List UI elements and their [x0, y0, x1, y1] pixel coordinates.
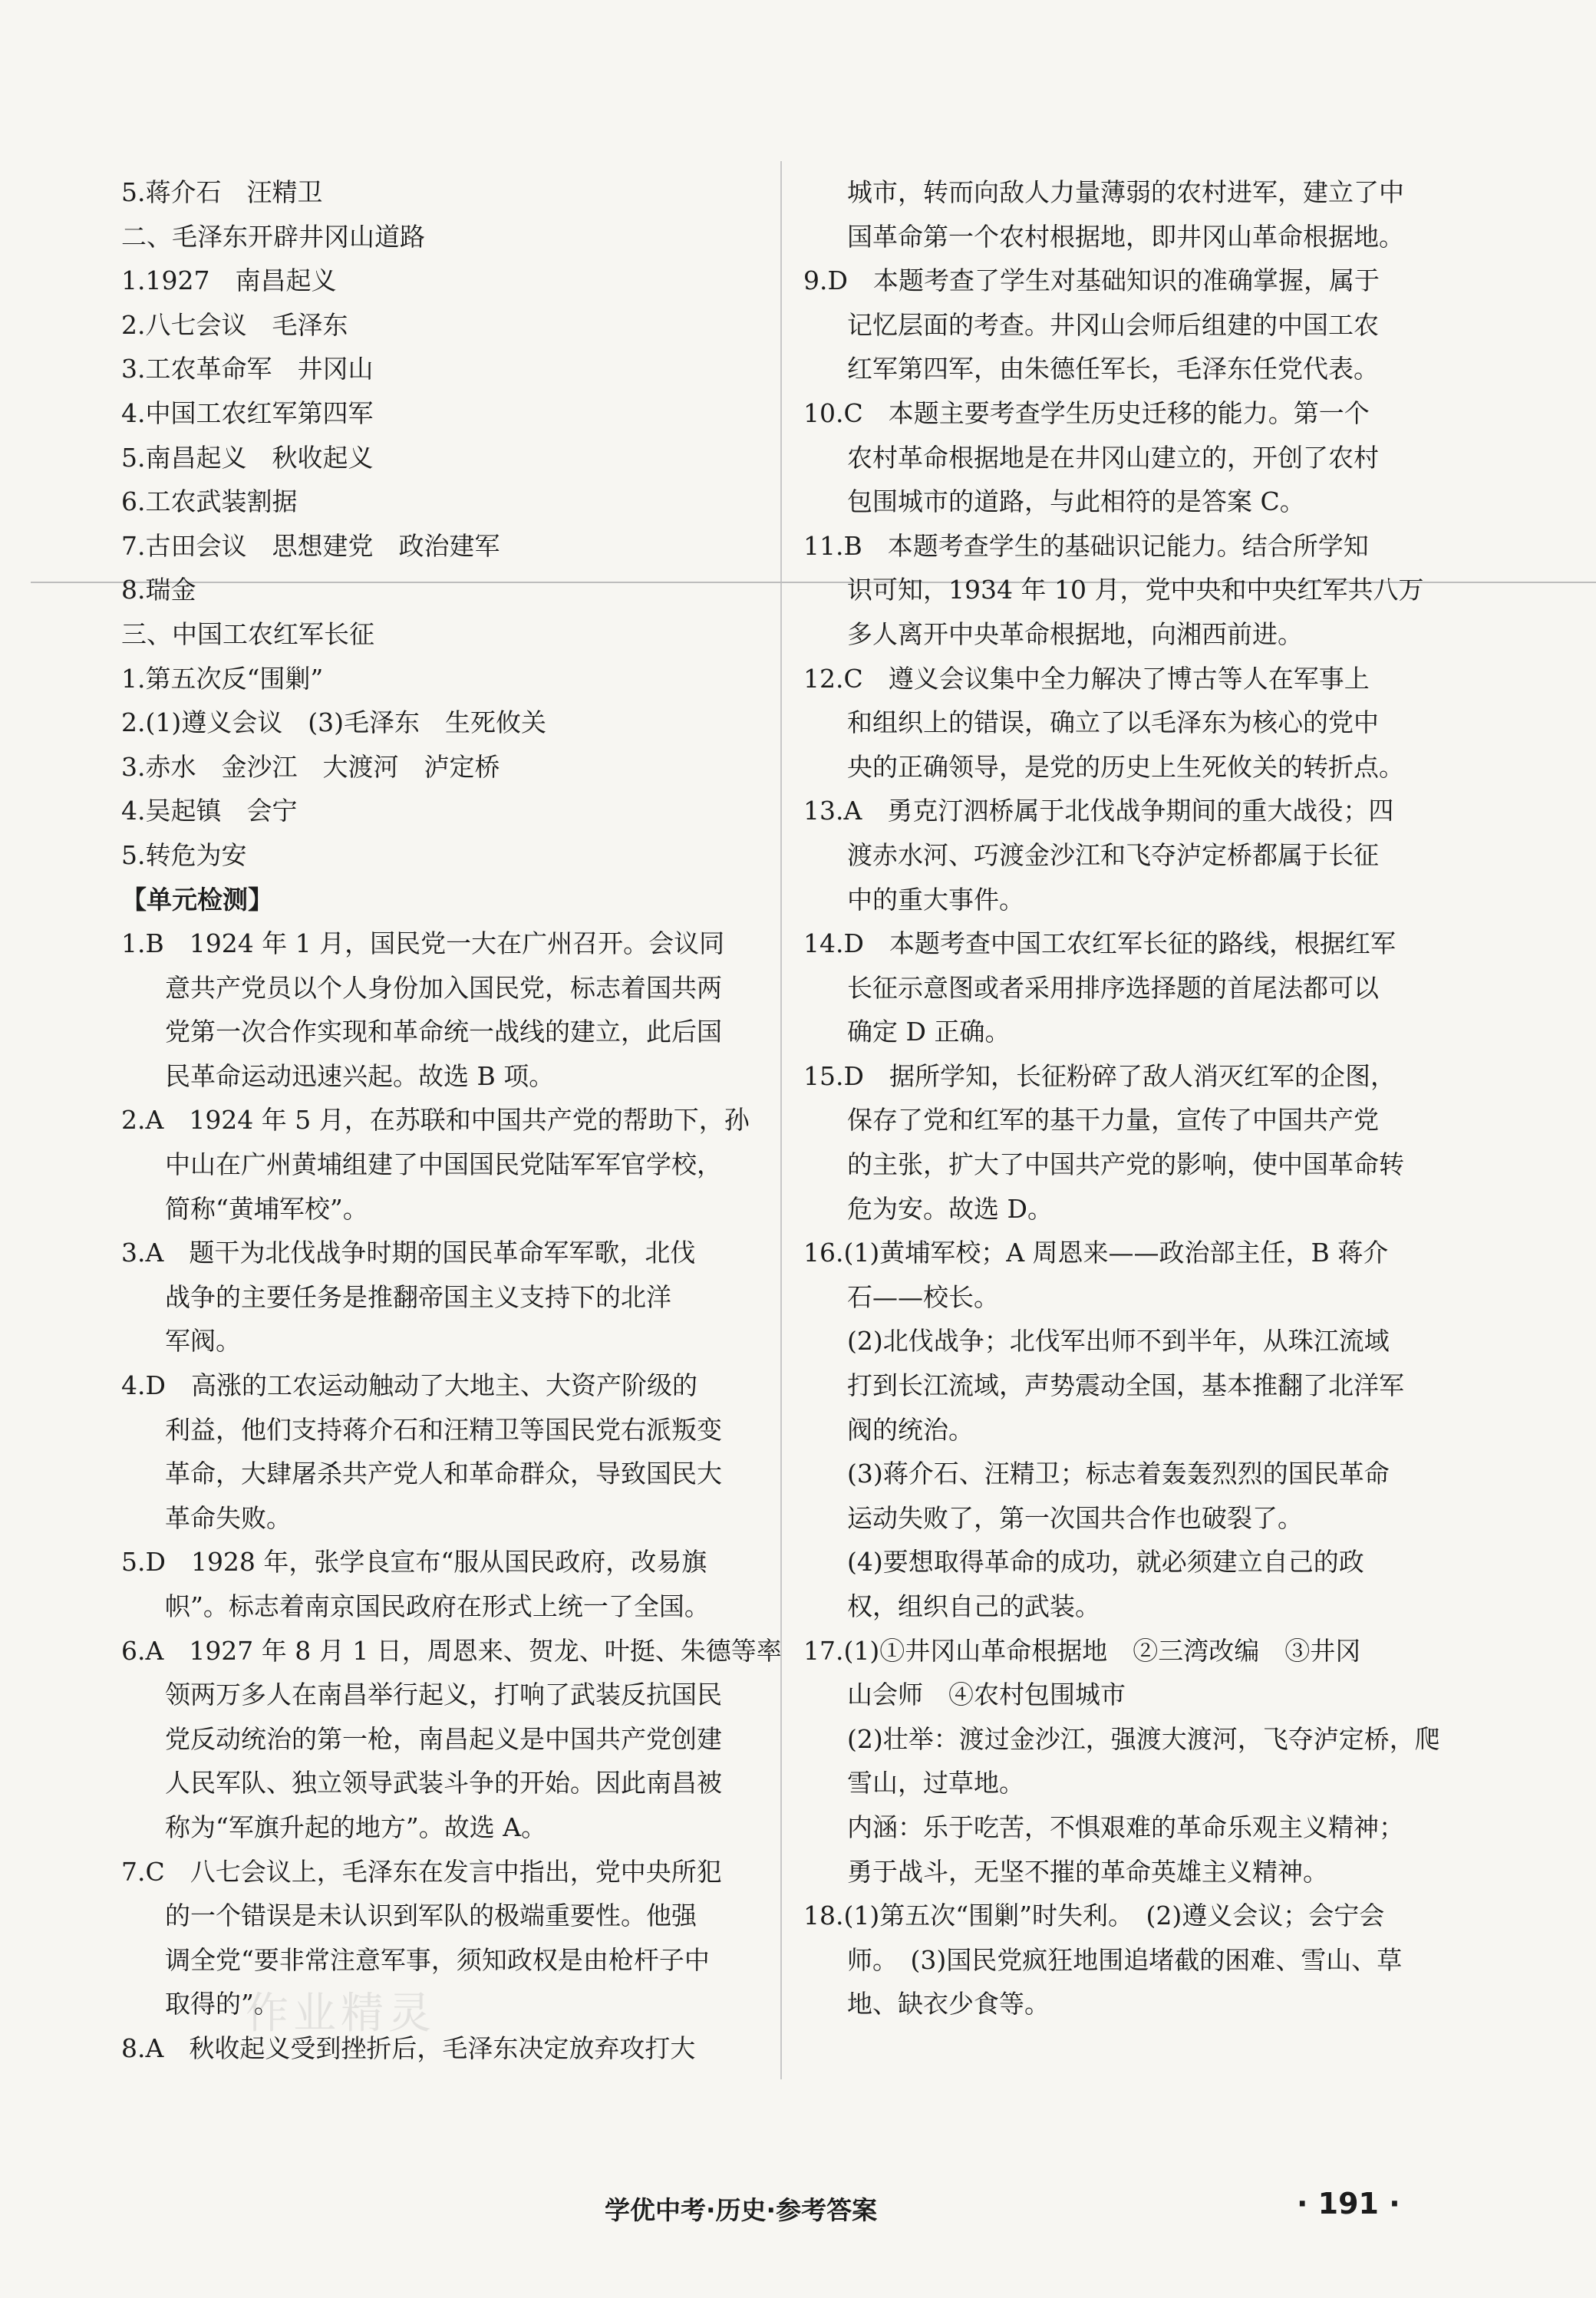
- left-text-line: 8.瑞金: [121, 575, 196, 605]
- left-text-line: 2.八七会议 毛泽东: [121, 309, 348, 340]
- right-text-line: 10.C 本题主要考查学生历史迁移的能力。第一个: [803, 397, 1370, 428]
- right-text-line: 运动失败了，第一次国共合作也破裂了。: [847, 1502, 1303, 1533]
- right-text-line: 记忆层面的考查。井冈山会师后组建的中国工农: [847, 309, 1379, 340]
- right-text-line: 中的重大事件。: [847, 884, 1024, 915]
- right-text-line: 阀的统治。: [847, 1414, 974, 1445]
- left-text-line: 党反动统治的第一枪，南昌起义是中国共产党创建: [165, 1723, 722, 1754]
- left-text-line: 帜”。标志着南京国民政府在形式上统一了全国。: [165, 1591, 710, 1621]
- left-text-line: 简称“黄埔军校”。: [165, 1193, 368, 1224]
- left-text-line: 【单元检测】: [121, 884, 273, 915]
- right-text-line: 勇于战斗，无坚不摧的革命英雄主义精神。: [847, 1856, 1328, 1887]
- left-text-line: 民革命运动迅速兴起。故选 B 项。: [165, 1060, 555, 1091]
- right-text-line: 红军第四军，由朱德任军长，毛泽东任党代表。: [847, 354, 1379, 384]
- right-text-line: 确定 D 正确。: [847, 1017, 1011, 1047]
- right-text-line: 17.(1)①井冈山革命根据地 ②三湾改编 ③井冈: [803, 1635, 1361, 1666]
- left-text-line: 1.B 1924 年 1 月，国民党一大在广州召开。会议同: [121, 928, 725, 959]
- left-text-line: 称为“军旗升起的地方”。故选 A。: [165, 1812, 547, 1842]
- right-text-line: 城市，转而向敌人力量薄弱的农村进军，建立了中: [847, 177, 1404, 207]
- left-text-line: 3.工农革命军 井冈山: [121, 354, 374, 384]
- left-text-line: 三、中国工农红军长征: [121, 618, 374, 649]
- left-text-line: 革命失败。: [165, 1502, 292, 1533]
- right-text-line: 师。 (3)国民党疯狂地围追堵截的困难、雪山、草: [847, 1944, 1403, 1975]
- right-text-line: 12.C 遵义会议集中全力解决了博古等人在军事上: [803, 663, 1370, 694]
- left-text-line: 5.转危为安: [121, 839, 247, 870]
- right-text-line: 15.D 据所学知，长征粉碎了敌人消灭红军的企图，: [803, 1060, 1396, 1091]
- left-text-line: 8.A 秋收起义受到挫折后，毛泽东决定放弃攻打大: [121, 2033, 696, 2063]
- right-text-line: (2)北伐战争；北伐军出师不到半年，从珠江流域: [847, 1326, 1390, 1357]
- left-text-line: 1.第五次反“围剿”: [121, 663, 324, 694]
- right-text-line: 打到长江流域，声势震动全国，基本推翻了北洋军: [847, 1370, 1404, 1401]
- left-text-line: 利益，他们支持蒋介石和汪精卫等国民党右派叛变: [165, 1414, 722, 1445]
- right-column: [803, 170, 1440, 2026]
- right-text-line: 雪山，过草地。: [847, 1768, 1024, 1799]
- right-text-line: (2)壮举：渡过金沙江，强渡大渡河，飞夺泸定桥，爬: [847, 1723, 1440, 1754]
- right-text-line: 9.D 本题考查了学生对基础知识的准确掌握，属于: [803, 265, 1380, 296]
- left-text-line: 革命，大肆屠杀共产党人和革命群众，导致国民大: [165, 1459, 722, 1489]
- left-text-line: 4.吴起镇 会宁: [121, 796, 298, 826]
- right-text-line: 多人离开中央革命根据地，向湘西前进。: [847, 618, 1303, 649]
- left-text-line: 2.(1)遵义会议 (3)毛泽东 生死攸关: [121, 707, 546, 738]
- right-text-line: 危为安。故选 D。: [847, 1193, 1053, 1224]
- right-text-line: 16.(1)黄埔军校；A 周恩来——政治部主任，B 蒋介: [803, 1238, 1389, 1268]
- right-text-line: 权，组织自己的武装。: [847, 1591, 1100, 1621]
- right-text-line: 国革命第一个农村根据地，即井冈山革命根据地。: [847, 221, 1404, 252]
- left-text-line: 4.中国工农红军第四军: [121, 397, 374, 428]
- right-text-line: 保存了党和红军的基干力量，宣传了中国共产党: [847, 1105, 1379, 1136]
- right-text-line: 地、缺衣少食等。: [847, 1989, 1050, 2019]
- left-text-line: 取得的”。: [165, 1989, 279, 2019]
- right-text-line: 13.A 勇克汀泗桥属于北伐战争期间的重大战役；四: [803, 796, 1394, 826]
- right-text-line: 18.(1)第五次“围剿”时失利。 (2)遵义会议；会宁会: [803, 1901, 1385, 1931]
- right-text-line: 的主张，扩大了中国共产党的影响，使中国革命转: [847, 1149, 1404, 1180]
- right-text-line: 11.B 本题考查学生的基础识记能力。结合所学知: [803, 530, 1369, 561]
- left-text-line: 3.A 题干为北伐战争时期的国民革命军军歌，北伐: [121, 1238, 696, 1268]
- left-text-line: 党第一次合作实现和革命统一战线的建立，此后国: [165, 1017, 722, 1047]
- left-text-line: 1.1927 南昌起义: [121, 265, 337, 296]
- left-text-line: 中山在广州黄埔组建了中国国民党陆军军官学校，: [165, 1149, 722, 1180]
- page-number: · 191 ·: [1297, 2187, 1400, 2221]
- footer-title: 学优中考·历史·参考答案: [605, 2195, 878, 2225]
- right-text-line: 长征示意图或者采用排序选择题的首尾法都可以: [847, 972, 1379, 1003]
- left-text-line: 二、毛泽东开辟井冈山道路: [121, 221, 425, 252]
- right-text-line: 14.D 本题考查中国工农红军长征的路线，根据红军: [803, 928, 1396, 959]
- right-text-line: 山会师 ④农村包围城市: [847, 1680, 1126, 1710]
- left-text-line: 7.古田会议 思想建党 政治建军: [121, 530, 500, 561]
- left-text-line: 6.工农武装割据: [121, 486, 298, 517]
- left-text-line: 5.蒋介石 汪精卫: [121, 177, 323, 207]
- left-text-line: 5.南昌起义 秋收起义: [121, 442, 374, 473]
- right-text-line: 识可知，1934 年 10 月，党中央和中央红军共八万: [847, 575, 1424, 605]
- left-text-line: 意共产党员以个人身份加入国民党，标志着国共两: [165, 972, 722, 1003]
- left-text-line: 3.赤水 金沙江 大渡河 泸定桥: [121, 751, 500, 782]
- left-text-line: 领两万多人在南昌举行起义，打响了武装反抗国民: [165, 1680, 722, 1710]
- left-column: [121, 170, 843, 2071]
- right-text-line: 农村革命根据地是在井冈山建立的，开创了农村: [847, 442, 1379, 473]
- left-text-line: 2.A 1924 年 5 月，在苏联和中国共产党的帮助下，孙: [121, 1105, 750, 1136]
- right-text-line: 包围城市的道路，与此相符的是答案 C。: [847, 486, 1305, 517]
- left-text-line: 人民军队、独立领导武装斗争的开始。因此南昌被: [165, 1768, 722, 1799]
- left-text-line: 调全党“要非常注意军事，须知政权是由枪杆子中: [165, 1944, 710, 1975]
- right-text-line: 内涵：乐于吃苦，不惧艰难的革命乐观主义精神；: [847, 1812, 1404, 1842]
- left-text-line: 4.D 高涨的工农运动触动了大地主、大资产阶级的: [121, 1370, 697, 1401]
- left-text-line: 7.C 八七会议上，毛泽东在发言中指出，党中央所犯: [121, 1856, 722, 1887]
- right-text-line: 和组织上的错误，确立了以毛泽东为核心的党中: [847, 707, 1379, 738]
- right-text-line: (4)要想取得革命的成功，就必须建立自己的政: [847, 1547, 1364, 1578]
- left-text-line: 5.D 1928 年，张学良宣布“服从国民政府，改易旗: [121, 1547, 707, 1578]
- left-text-line: 军阀。: [165, 1326, 241, 1357]
- left-text-line: 的一个错误是未认识到军队的极端重要性。他强: [165, 1901, 697, 1931]
- left-text-line: 6.A 1927 年 8 月 1 日，周恩来、贺龙、叶挺、朱德等率: [121, 1635, 782, 1666]
- left-text-line: 战争的主要任务是推翻帝国主义支持下的北洋: [165, 1281, 671, 1312]
- right-text-line: 央的正确领导，是党的历史上生死攸关的转折点。: [847, 751, 1404, 782]
- right-text-line: (3)蒋介石、汪精卫；标志着轰轰烈烈的国民革命: [847, 1459, 1390, 1489]
- right-text-line: 渡赤水河、巧渡金沙江和飞夺泸定桥都属于长征: [847, 839, 1379, 870]
- watermark: 作业精灵: [246, 1989, 436, 2039]
- right-text-line: 石——校长。: [847, 1281, 999, 1312]
